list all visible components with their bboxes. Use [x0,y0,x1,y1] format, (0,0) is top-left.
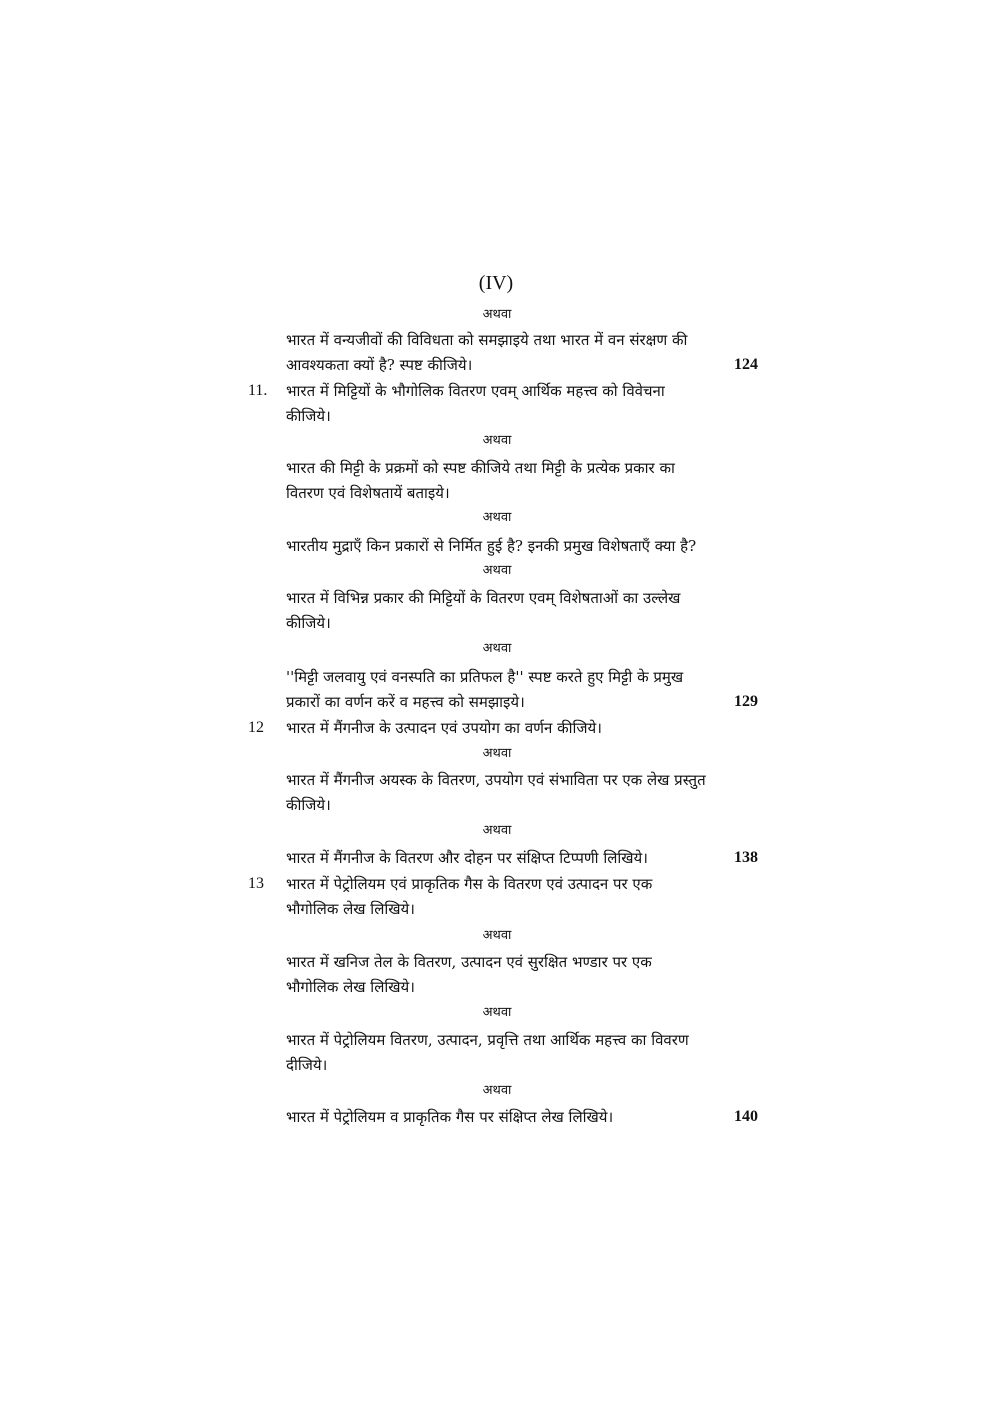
or-divider: अथवा [482,510,512,525]
question-line: आवश्यकता क्यों है? स्पष्ट कीजिये। [286,356,473,374]
question-line: भारत की मिट्टी के प्रक्रमों को स्पष्ट कीजिये तथा मिट्टी के प्रत्येक प्रकार का [286,459,675,477]
or-divider: अथवा [482,641,512,656]
question-line: भारत में मैंगनीज के वितरण और दोहन पर संक्षिप्त टिप्पणी लिखिये। [286,849,648,867]
question-number: 11. [248,382,268,399]
question-line: भारत में पेट्रोलियम व प्राकृतिक गैस पर संक्षिप्त लेख लिखिये। [286,1108,614,1126]
question-number: 12 [248,719,264,736]
page-reference: 140 [734,1108,758,1125]
or-divider: अथवा [482,746,512,761]
question-line: भारत में मैंगनीज के उत्पादन एवं उपयोग का वर्णन कीजिये। [286,719,602,737]
or-divider: अथवा [482,1083,512,1098]
question-line: भारत में वन्यजीवों की विविधता को समझाइये तथा भारत में वन संरक्षण की [286,331,688,349]
or-divider: अथवा [482,563,512,578]
question-line: दीजिये। [286,1056,328,1074]
or-divider: अथवा [482,433,512,448]
or-divider: अथवा [482,823,512,838]
question-number: 13 [248,875,264,892]
question-line: भारत में मैंगनीज अयस्क के वितरण, उपयोग एवं संभाविता पर एक लेख प्रस्तुत [286,771,706,789]
question-line: कीजिये। [286,796,331,814]
question-line: भौगोलिक लेख लिखिये। [286,978,415,996]
or-divider: अथवा [482,1005,512,1020]
page-reference: 138 [734,849,758,866]
page-number-label: (IV) [478,272,514,294]
question-line: भारत में पेट्रोलियम एवं प्राकृतिक गैस के वितरण एवं उत्पादन पर एक [286,875,653,893]
question-line: भौगोलिक लेख लिखिये। [286,900,415,918]
or-divider: अथवा [482,307,512,322]
question-line: प्रकारों का वर्णन करें व महत्त्व को समझाइये। [286,693,525,711]
question-line: भारत में पेट्रोलियम वितरण, उत्पादन, प्रवृत्ति तथा आर्थिक महत्त्व का विवरण [286,1031,689,1049]
question-line: कीजिये। [286,407,331,425]
or-divider: अथवा [482,928,512,943]
question-line: वितरण एवं विशेषतायें बताइये। [286,484,450,502]
question-line: भारत में खनिज तेल के वितरण, उत्पादन एवं सुरक्षित भण्डार पर एक [286,953,652,971]
question-line: भारत में विभिन्न प्रकार की मिट्टियों के वितरण एवम् विशेषताओं का उल्लेख [286,589,681,607]
question-line: भारतीय मुद्राएँ किन प्रकारों से निर्मित हुई है? इनकी प्रमुख विशेषताएँ क्या है? [286,537,697,555]
question-line: भारत में मिट्टियों के भौगोलिक वितरण एवम् आर्थिक महत्त्व को विवेचना [286,382,665,400]
page-reference: 129 [734,693,758,710]
page-reference: 124 [734,356,758,373]
question-line: ''मिट्टी जलवायु एवं वनस्पति का प्रतिफल है'' स्पष्ट करते हुए मिट्टी के प्रमुख [286,668,684,686]
question-line: कीजिये। [286,614,331,632]
